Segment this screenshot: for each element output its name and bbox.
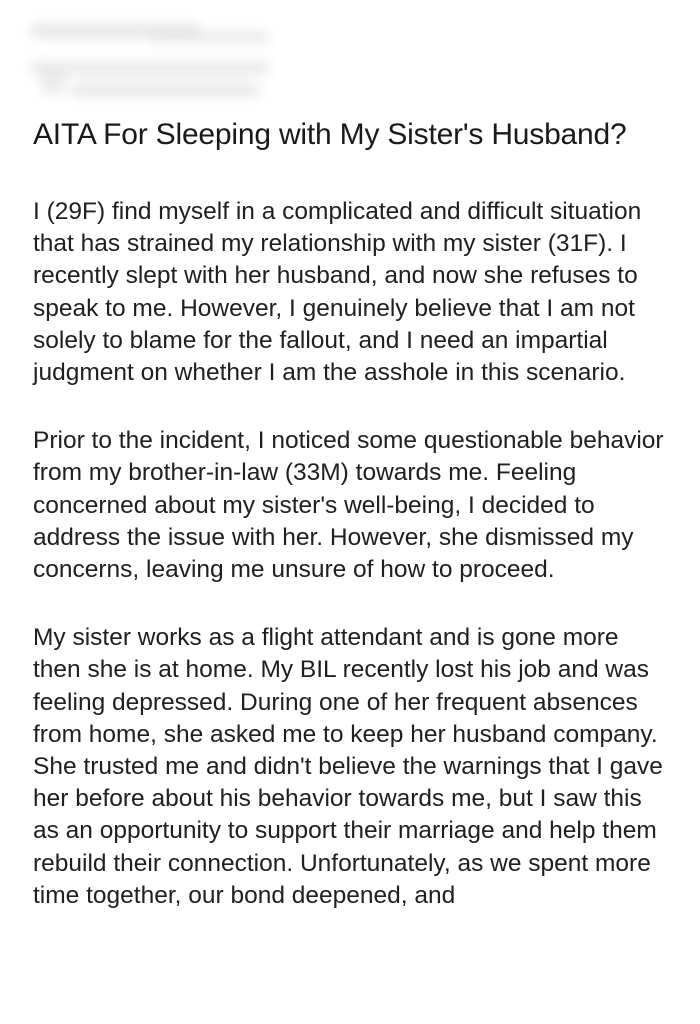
post-paragraph-2: Prior to the incident, I noticed some questionable behavior from my brother-in-law (33M) towards me. Feeling concerned about my sister's well-being, I decided to address the issue with her. However, she dismissed my concerns, leaving me unsure of how to proceed. <box>33 427 664 584</box>
blurred-header <box>30 18 370 108</box>
post-title: AITA For Sleeping with My Sister's Husband? <box>33 118 627 151</box>
blurred-subreddit <box>30 62 270 74</box>
post <box>33 116 673 948</box>
blurred-meta <box>150 32 270 42</box>
post-paragraph-1: I (29F) find myself in a complicated and difficult situation that has strained my relationship with my sister (31F). I recently slept with her husband, and now she refuses to speak to me. However, I genuinely believe that I am not solely to blame for the fallout, and I need an impartial judgment on whether I am the asshole in this scenario. <box>33 198 642 387</box>
post-body <box>33 196 673 912</box>
post-paragraph-3: My sister works as a flight attendant and is gone more then she is at home. My BIL recently lost his job and was feeling depressed. During one of her frequent absences from home, she asked me to keep her husband company. She trusted me and didn't believe the warnings that I gave her before about his behavior towards me, but I saw this as an opportunity to support their marriage and help them rebuild their connection. Unfortunately, as we spent more time together, our bond deepened, and <box>33 624 663 909</box>
blurred-timestamp <box>70 84 260 96</box>
